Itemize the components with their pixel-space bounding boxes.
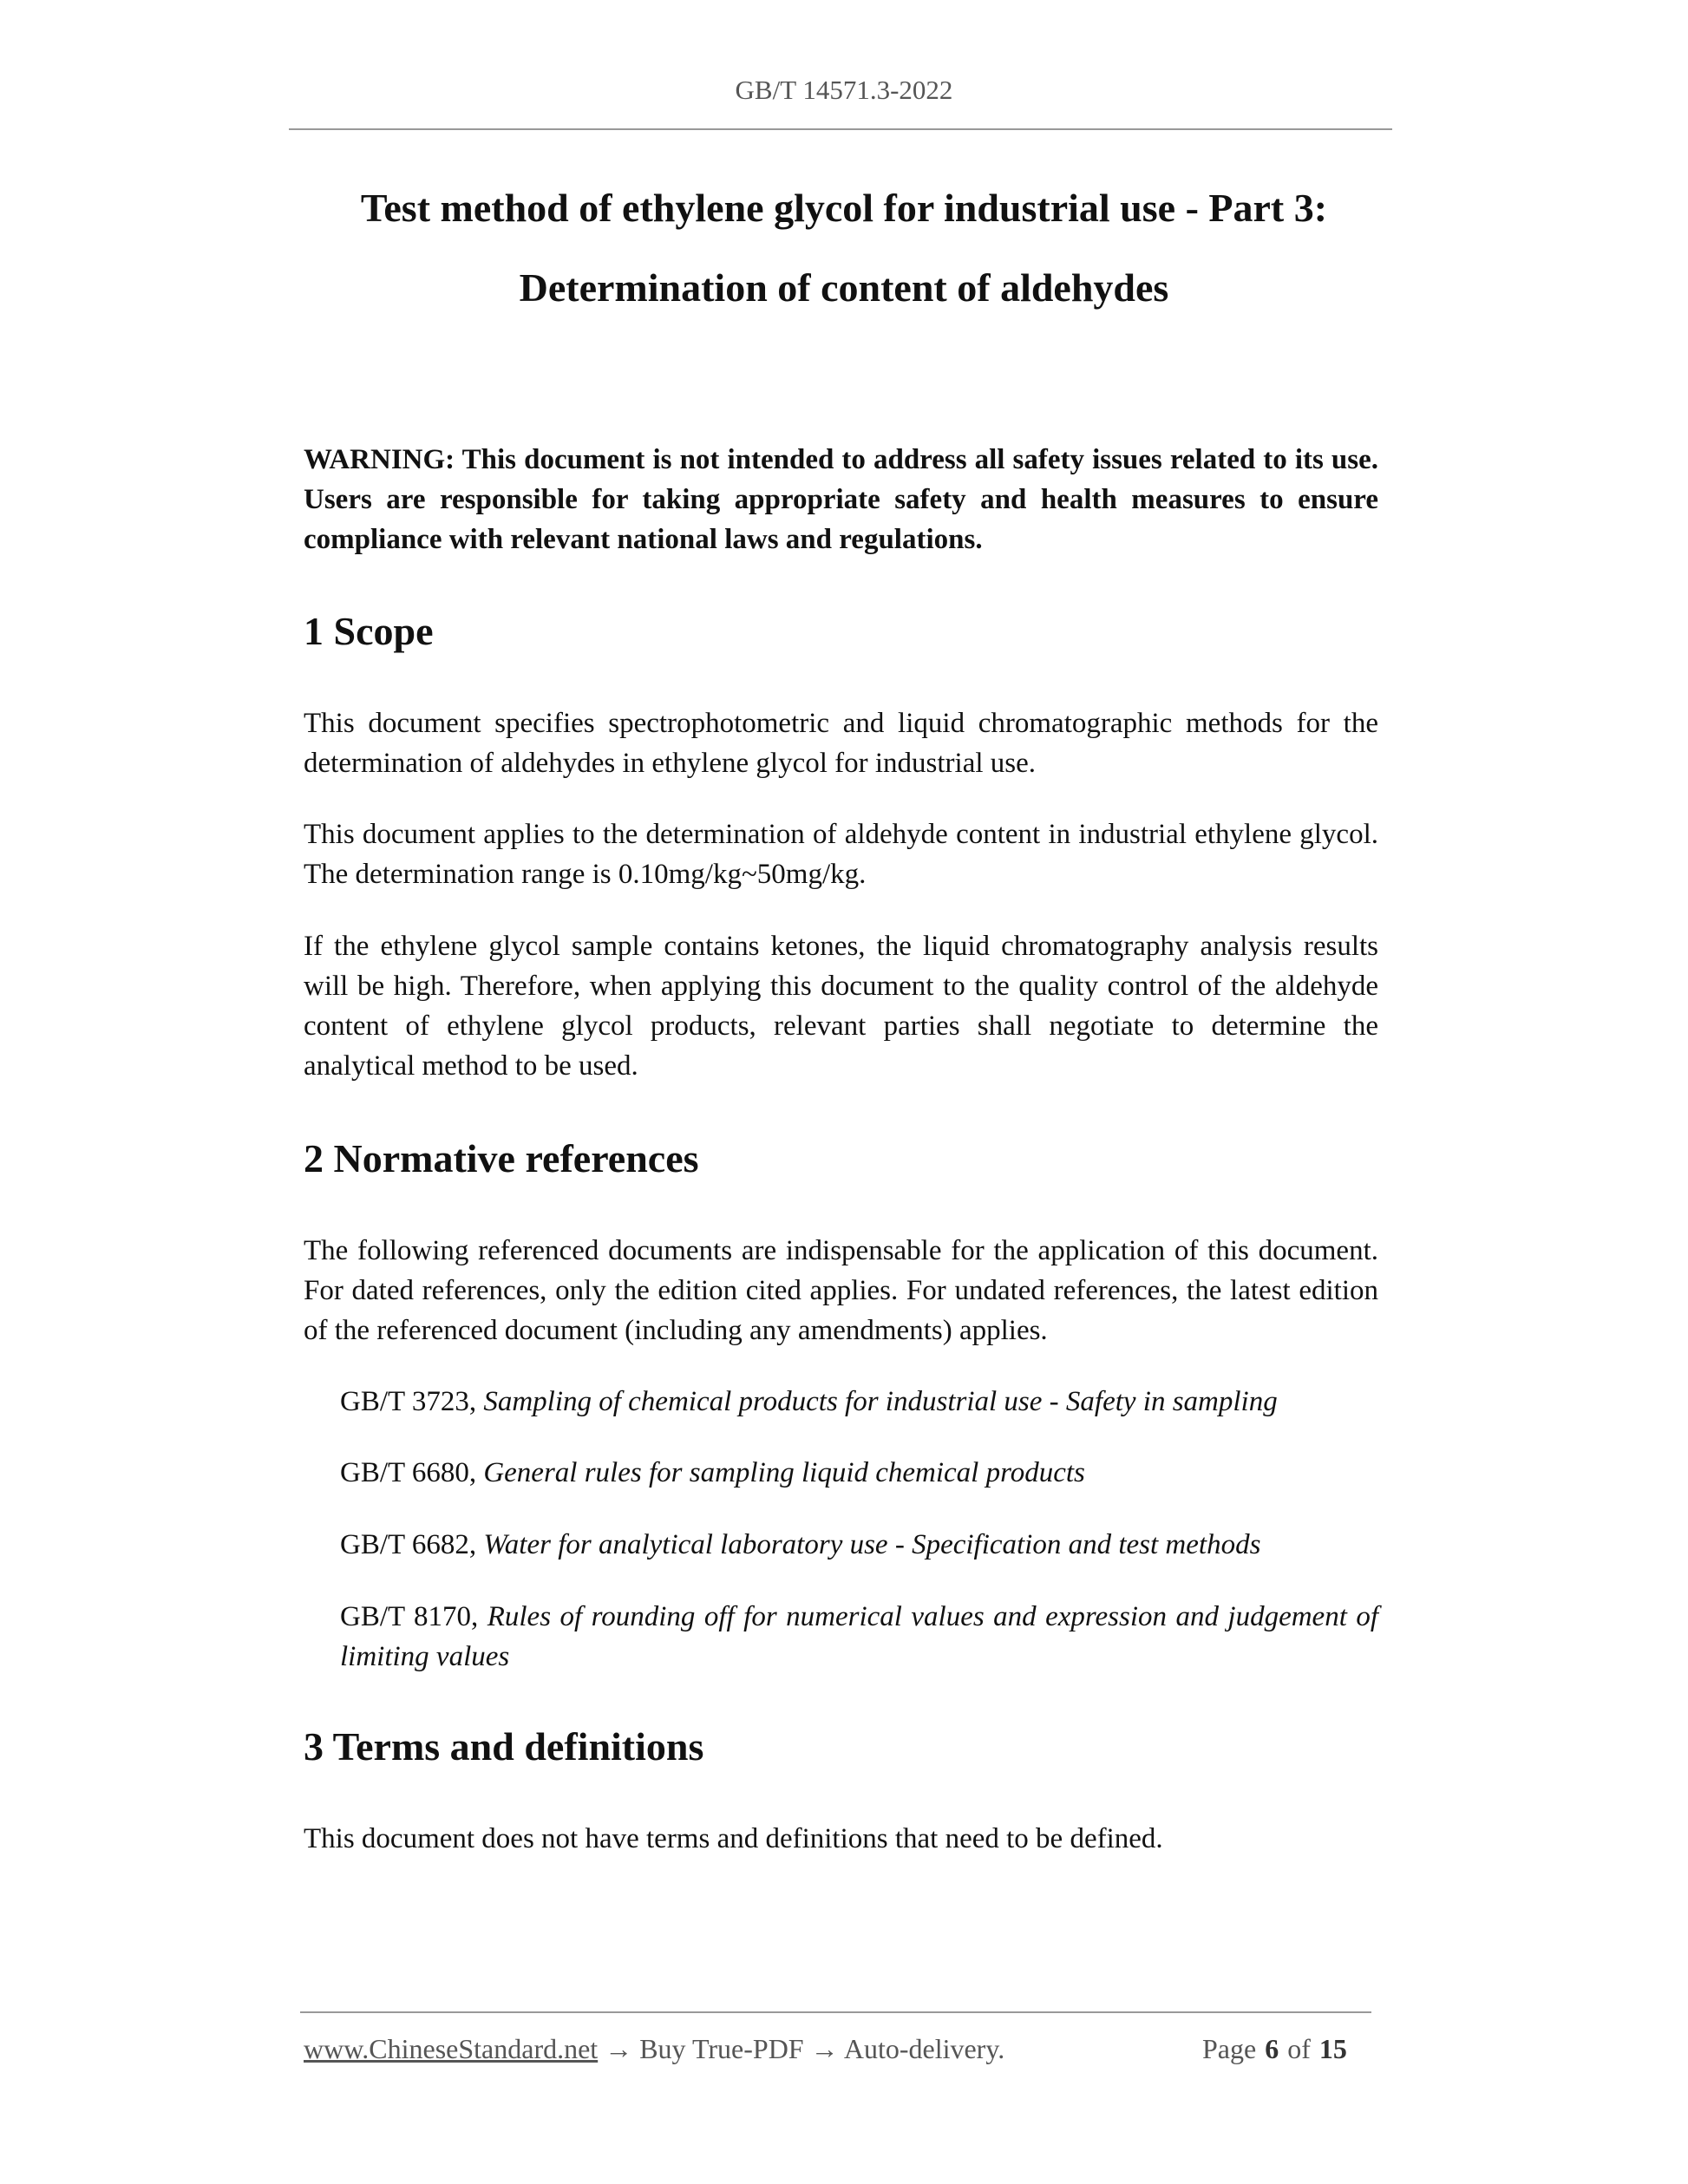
website-link[interactable]: www.ChineseStandard.net bbox=[304, 2033, 599, 2064]
warning-paragraph: WARNING: This document is not intended to address all safety issues related to its use. Users are responsible for taking appropriate safety and health measures to ensure compliance with relevant national laws and regulations. bbox=[304, 444, 1378, 555]
reference-code: GB/T 8170, bbox=[340, 1601, 487, 1632]
total-pages: 15 bbox=[1318, 2033, 1347, 2064]
page-label: Page bbox=[1202, 2033, 1257, 2064]
reference-item bbox=[340, 1525, 1378, 1565]
reference-code: GB/T 6680, bbox=[340, 1457, 484, 1488]
reference-item bbox=[340, 1382, 1378, 1422]
document-title bbox=[0, 168, 1688, 328]
section-heading-terms: 3 Terms and definitions bbox=[304, 1724, 704, 1769]
section-heading-normative: 2 Normative references bbox=[304, 1136, 699, 1180]
page-indicator bbox=[1202, 2033, 1356, 2065]
footer-promo-text: → Buy True-PDF → Auto-delivery. bbox=[598, 2033, 1005, 2064]
footer-divider bbox=[300, 2011, 1371, 2013]
header-divider bbox=[289, 128, 1392, 130]
document-id-header: GB/T 14571.3-2022 bbox=[735, 75, 953, 105]
scope-paragraph-1: This document specifies spectrophotometric and liquid chromatographic methods for the determination of aldehydes in ethylene glycol for industrial use. bbox=[304, 708, 1378, 779]
reference-title: General rules for sampling liquid chemical products bbox=[483, 1457, 1085, 1488]
scope-paragraph-3: If the ethylene glycol sample contains ketones, the liquid chromatography analysis results will be high. Therefore, when applying this document to the quality control of the aldehyde content of ethylene glycol products, relevant parties shall negotiate to determine the analytical method to be used. bbox=[304, 931, 1378, 1082]
current-page: 6 bbox=[1265, 2033, 1279, 2064]
terms-paragraph: This document does not have terms and definitions that need to be defined. bbox=[304, 1823, 1163, 1854]
of-label: of bbox=[1287, 2033, 1311, 2064]
title-line-2: Determination of content of aldehydes bbox=[519, 265, 1169, 310]
reference-title: Water for analytical laboratory use - Specification and test methods bbox=[483, 1529, 1261, 1560]
section-heading-scope: 1 Scope bbox=[304, 609, 434, 653]
scope-paragraph-2: This document applies to the determination of aldehyde content in industrial ethylene glycol. The determination range is 0.10mg/kg~50mg/kg. bbox=[304, 819, 1378, 890]
reference-item bbox=[340, 1597, 1378, 1677]
reference-title: Sampling of chemical products for industrial use - Safety in sampling bbox=[483, 1386, 1278, 1417]
reference-code: GB/T 6682, bbox=[340, 1529, 484, 1560]
footer-promo bbox=[304, 2033, 1004, 2065]
normative-paragraph: The following referenced documents are indispensable for the application of this document. For dated references, only the edition cited applies. For undated references, the latest edition of the referenced document (including any amendments) applies. bbox=[304, 1235, 1378, 1346]
reference-item bbox=[340, 1453, 1378, 1493]
reference-code: GB/T 3723, bbox=[340, 1386, 484, 1417]
title-line-1: Test method of ethylene glycol for industrial use - Part 3: bbox=[360, 186, 1328, 230]
reference-title: Rules of rounding off for numerical values and expression and judgement of limiting values bbox=[340, 1601, 1378, 1672]
